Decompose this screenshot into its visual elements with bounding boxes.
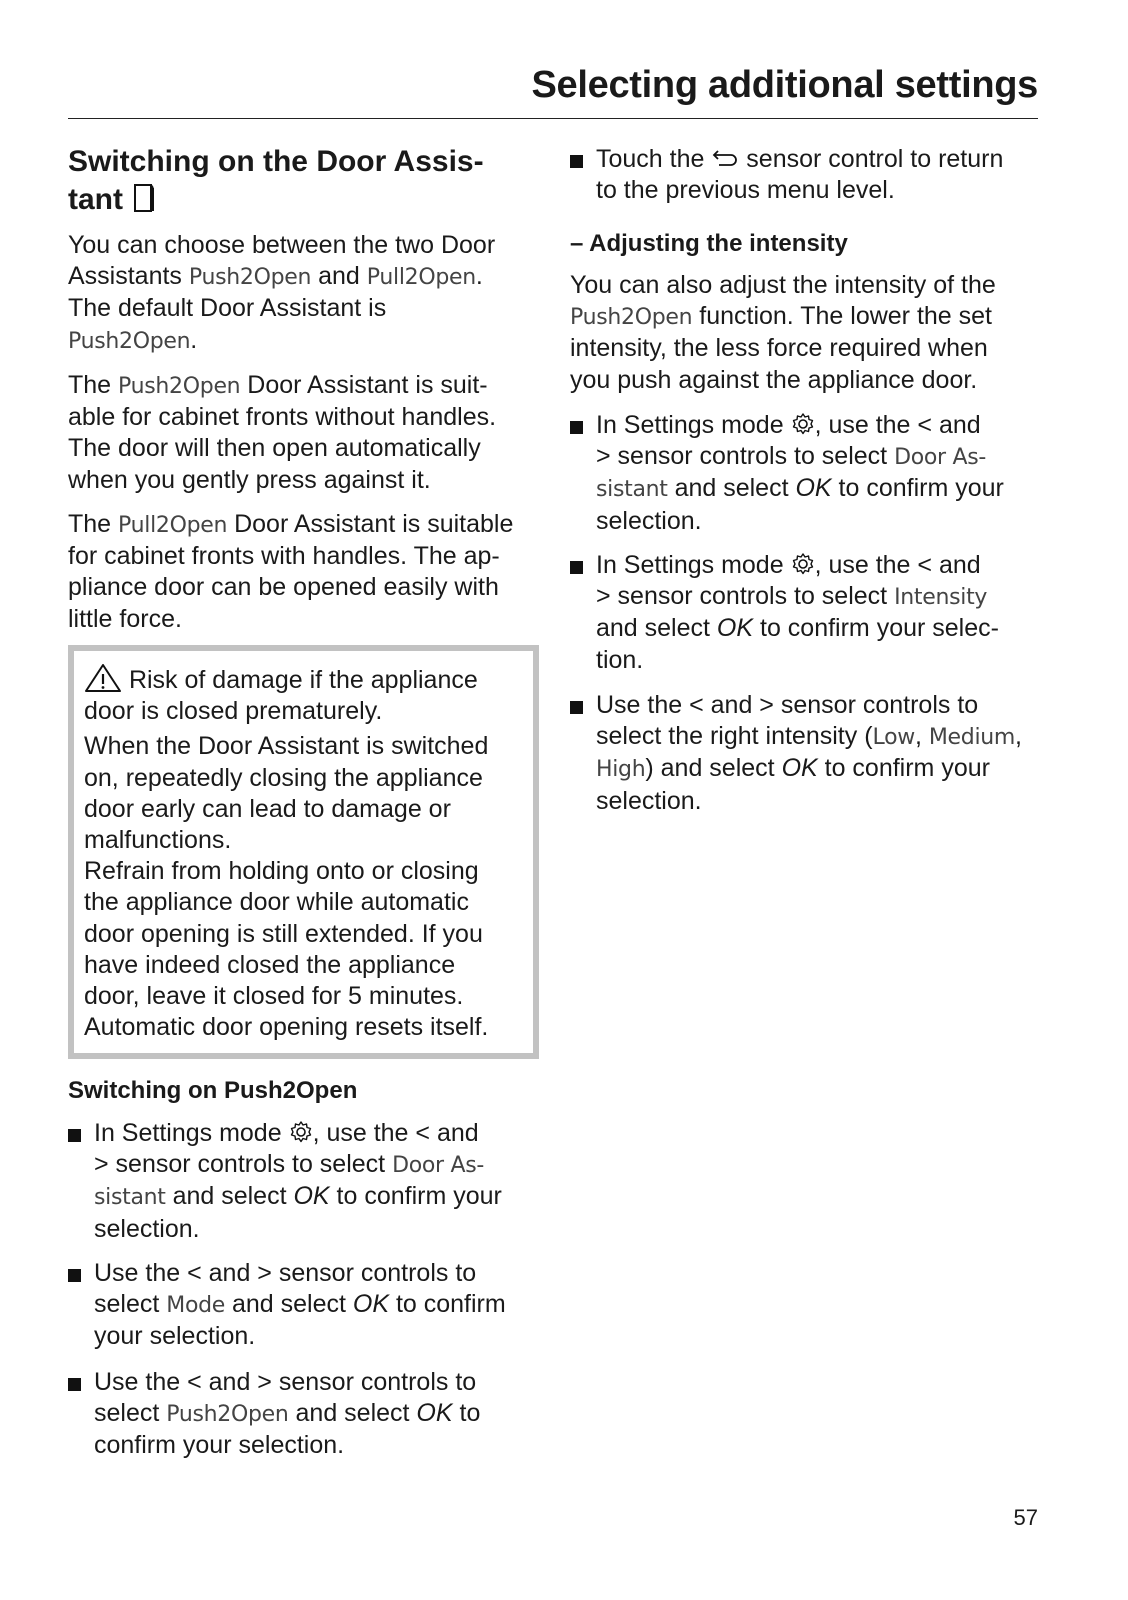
warning-triangle-icon bbox=[84, 663, 122, 693]
bullet-square bbox=[68, 1129, 81, 1142]
push2open-paragraph: The Push2Open Door Assistant is suit- able for cabinet fronts without handles. The door will then open automatically when you gently press against it. bbox=[68, 371, 497, 494]
intensity-paragraph: You can also adjust the intensity of the Push2Open function. The lower the set intensity, the less force required when you push against the appliance door. bbox=[570, 271, 996, 394]
page-title: Selecting additional settings bbox=[531, 64, 1038, 106]
back-arrow-icon bbox=[711, 146, 739, 168]
bullet-square bbox=[68, 1269, 81, 1282]
warning-box bbox=[68, 645, 539, 1059]
list-item: Use the < and > sensor controls to select the right intensity (Low, Medium, High) and select OK to confirm your selection. bbox=[570, 690, 1066, 817]
subheading-push2open: Switching on Push2Open bbox=[68, 1077, 358, 1104]
bullet-square bbox=[570, 155, 583, 168]
gear-icon bbox=[289, 1120, 313, 1144]
warning-text: Risk of damage if the appliance door is closed prematurely. When the Door Assistant is switched on, repeatedly closing the appliance door early can lead to damage or malfunctions. Refrain from holding onto or closing the appliance door while automatic door opening is still extended. If you have indeed closed the appliance door, leave it closed for 5 minutes. Automatic door opening resets itself. bbox=[84, 665, 529, 1043]
list-item: Touch the sensor control to return to the previous menu level. bbox=[570, 144, 1066, 206]
list-item: In Settings mode , use the < and > sensor controls to select Door As- sistant and select OK to confirm your selection. bbox=[68, 1118, 566, 1245]
intro-paragraph: You can choose between the two Door Assistants Push2Open and Pull2Open. The default Door Assistant is Push2Open. bbox=[68, 231, 496, 354]
bullet-square bbox=[570, 561, 583, 574]
gear-icon bbox=[791, 412, 815, 436]
list-item: Use the < and > sensor controls to select Push2Open and select OK to confirm your selection. bbox=[68, 1367, 566, 1462]
page-number: 57 bbox=[1013, 1505, 1038, 1530]
gear-icon bbox=[791, 552, 815, 576]
list-item: Use the < and > sensor controls to select Mode and select OK to confirm your selection. bbox=[68, 1258, 566, 1353]
list-item: In Settings mode , use the < and > sensor controls to select Door As- sistant and select OK to confirm your selection. bbox=[570, 410, 1066, 537]
bullet-square bbox=[68, 1378, 81, 1391]
bullet-square bbox=[570, 421, 583, 434]
bullet-square bbox=[570, 701, 583, 714]
section-heading: Switching on the Door Assis- tant bbox=[68, 145, 484, 216]
list-item: In Settings mode , use the < and > sensor controls to select Intensity and select OK to confirm your selec- tion. bbox=[570, 550, 1066, 676]
pull2open-paragraph: The Pull2Open Door Assistant is suitable for cabinet fronts with handles. The ap- pliance door can be opened easily with little force. bbox=[68, 510, 514, 633]
subheading-intensity: – Adjusting the intensity bbox=[570, 230, 848, 257]
page-header bbox=[68, 62, 1038, 119]
door-icon bbox=[133, 183, 155, 213]
